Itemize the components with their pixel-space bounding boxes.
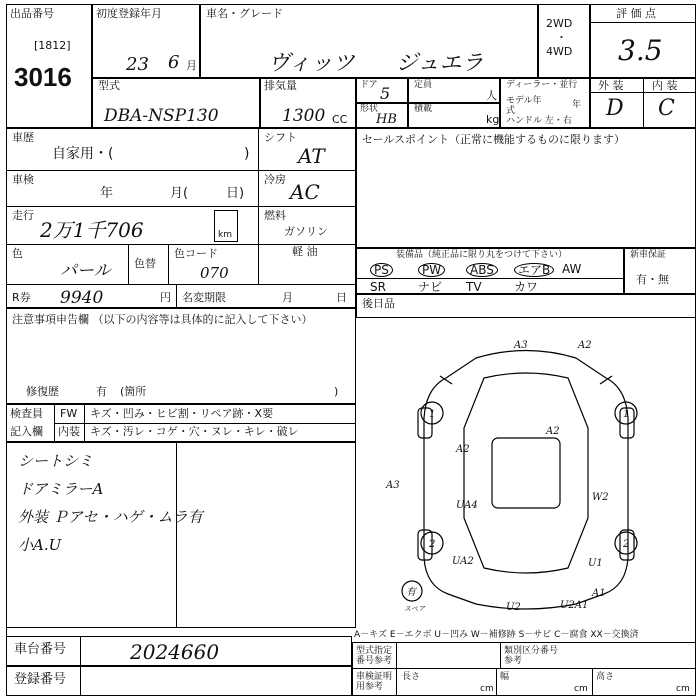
dealer-label: ディーラー・並行: [506, 80, 578, 90]
damage-mark: UA4: [456, 500, 478, 511]
tire-mark: 2: [623, 539, 630, 550]
repair-close: ): [334, 385, 339, 398]
repair-yes: 有: [96, 385, 107, 398]
repair-place: (箇所: [120, 385, 147, 398]
inspection-month: 月(: [170, 186, 189, 201]
shift-value: AT: [298, 144, 325, 168]
color-label: 色: [12, 247, 23, 260]
capacity-label: 定員: [414, 80, 433, 90]
lot-label: 出品番号: [10, 7, 54, 20]
damage-mark: A2: [546, 426, 560, 437]
mileage-km: km: [218, 230, 232, 240]
shape-label: 形状: [360, 104, 379, 114]
doors-value: 5: [380, 84, 391, 103]
fw-items: キズ・凹み・ヒビ割・リペア跡・X要: [90, 407, 274, 420]
length-cm: cm: [480, 684, 494, 694]
history-value: 自家用・(: [52, 146, 114, 162]
r-ticket-value: 9940: [60, 288, 104, 308]
notes-label: 注意事項申告欄 （以下の内容等は具体的に記入して下さい）: [12, 313, 313, 326]
ac-value: AC: [290, 180, 320, 204]
handle-label: ハンドル 左・右: [506, 116, 572, 126]
after-items-label: 後日品: [362, 297, 395, 310]
score-label: 評 価 点: [616, 7, 656, 20]
shift-label: シフト: [264, 131, 297, 144]
equipment-item: TV: [466, 280, 482, 294]
car-grade: ジュエラ: [396, 51, 484, 76]
damage-mark: A3: [386, 480, 400, 491]
displacement-cc: CC: [332, 113, 348, 126]
model-value: DBA-NSP130: [104, 106, 219, 126]
spare-label: スペア: [404, 605, 425, 613]
remark-1: シートシミ: [18, 452, 94, 470]
equipment-item: AW: [562, 262, 582, 276]
damage-mark: U2: [506, 602, 521, 613]
chassis-number: 2024660: [130, 640, 220, 664]
damage-mark: A2: [578, 340, 592, 351]
new-car-value: 有・無: [636, 273, 669, 286]
class-memo: 類別区分番号参考: [504, 646, 559, 666]
car-name: ヴィッツ: [268, 51, 355, 76]
title-day: 日: [336, 291, 347, 304]
score-value: 3.5: [618, 34, 663, 67]
equipment-item: SR: [370, 280, 386, 294]
first-reg-year: 23: [126, 54, 149, 75]
cert-label: 車検証明用参考: [356, 672, 393, 692]
fw-label: FW: [60, 407, 78, 420]
r-ticket-yen: 円: [160, 291, 171, 304]
doors-label: ドア: [360, 80, 378, 90]
damage-mark: U1: [588, 558, 603, 569]
equipment-item: カワ: [514, 280, 539, 294]
session-number: [1812]: [34, 39, 71, 52]
shape-value: HB: [376, 112, 397, 127]
equipment-item: PW: [418, 263, 445, 277]
dealer-memo: 型式指定番号参考: [356, 646, 393, 666]
length-label: 長さ: [402, 672, 421, 682]
chassis-label: 車台番号: [14, 642, 67, 657]
new-car-label: 新車保証: [630, 250, 667, 260]
title-change-label: 名変期限: [182, 291, 226, 304]
equipment-item: ナビ: [418, 280, 443, 294]
damage-mark: A1: [592, 588, 606, 599]
equipment-item: エアB: [514, 263, 554, 277]
name-grade-label: 車名・グレード: [206, 7, 283, 20]
damage-mark: A3: [514, 340, 528, 351]
mileage-label: 走行: [12, 209, 34, 222]
exterior-grade: D: [606, 96, 624, 121]
inspection-year: 年: [100, 186, 114, 201]
model-year-unit: 年: [572, 100, 582, 110]
width-cm: cm: [574, 684, 588, 694]
first-reg-month-unit: 月: [186, 59, 197, 72]
equipment-item: ABS: [466, 263, 498, 277]
displacement-value: 1300: [282, 106, 326, 126]
history-label: 車歴: [12, 131, 34, 144]
remark-3: 外装 Ｐアセ・ハゲ・ムラ有: [18, 508, 203, 526]
width-label: 幅: [500, 672, 510, 682]
history-close: ): [244, 146, 250, 162]
first-reg-label: 初度登録年月: [96, 7, 162, 20]
repair-label: 修復歴: [26, 385, 59, 398]
registration-label: 登録番号: [14, 672, 67, 687]
car-damage-diagram: [356, 318, 696, 628]
fuel-label: 燃料: [264, 209, 286, 222]
mileage-value: 2万1千706: [40, 218, 144, 242]
exterior-label: 外 装: [598, 79, 624, 92]
drive-4wd: 4WD: [546, 45, 573, 58]
fuel-diesel: 軽 油: [292, 245, 318, 258]
spare-mark: 有: [406, 587, 416, 598]
drive-dot: ・: [556, 31, 567, 44]
fuel-gasoline: ガソリン: [284, 225, 328, 238]
remark-4: 小A.U: [18, 536, 62, 554]
model-label: 型式: [98, 79, 120, 92]
displacement-label: 排気量: [264, 79, 297, 92]
interior-items: キズ・汚レ・コゲ・穴・ヌレ・キレ・破レ: [90, 425, 299, 438]
color-value: パール: [60, 261, 111, 281]
inspection-label: 車検: [12, 173, 34, 186]
color-code-label: 色コード: [174, 247, 218, 260]
tire-mark: 1: [623, 409, 630, 420]
equipment-label: 装備品（純正品に限り丸をつけて下さい）: [396, 250, 568, 260]
height-label: 高さ: [596, 672, 615, 682]
inspector-label-2: 記入欄: [10, 425, 43, 438]
damage-mark: A2: [456, 444, 470, 455]
interior-label: 内 装: [652, 79, 678, 92]
inspector-label-1: 検査員: [10, 407, 43, 420]
color-change-label: 色替: [134, 257, 156, 270]
damage-mark: W2: [592, 492, 609, 503]
inspection-day: 日): [226, 186, 245, 201]
equipment-item: PS: [370, 263, 393, 277]
tire-mark: 1: [429, 409, 436, 420]
diagram-legend: A－キズ E－エクボ U－凹み W－補修跡 S－サビ C－腐食 XX－交換済: [354, 630, 639, 640]
interior-grade: C: [658, 96, 675, 121]
load-unit: kg: [486, 113, 500, 126]
title-month: 月: [282, 291, 293, 304]
selling-points-label: セールスポイント（正常に機能するものに限ります）: [362, 133, 626, 146]
after-items-cell: [356, 294, 696, 318]
damage-mark: UA2: [452, 556, 474, 567]
interior-items-label: 内装: [58, 425, 80, 438]
ac-label: 冷房: [264, 173, 286, 186]
lot-number: 3016: [14, 62, 72, 92]
color-code-value: 070: [200, 264, 229, 282]
load-label: 積載: [414, 104, 433, 114]
drive-2wd: 2WD: [546, 17, 573, 30]
r-ticket-label: R券: [12, 291, 31, 304]
height-cm: cm: [676, 684, 690, 694]
remark-2: ドアミラーA: [18, 480, 104, 498]
model-year-label: モデル年式: [506, 96, 542, 116]
selling-points-cell: [356, 128, 696, 248]
damage-mark: U2A1: [560, 600, 589, 611]
capacity-unit: 人: [486, 89, 497, 102]
first-reg-month: 6: [168, 52, 180, 73]
tire-mark: 2: [429, 539, 436, 550]
